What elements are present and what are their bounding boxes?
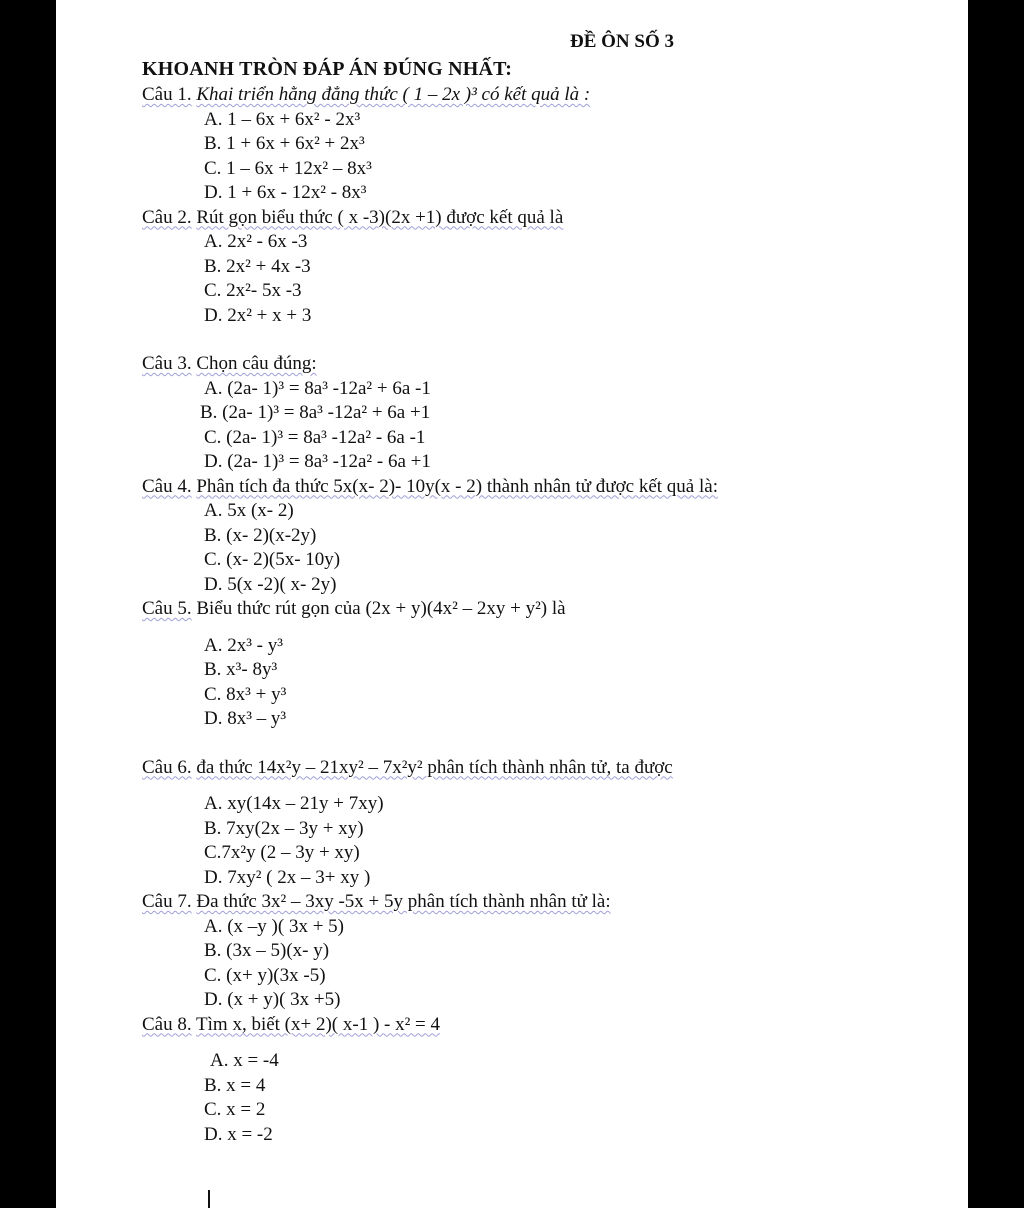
answer-option-c[interactable]: C. 2x²- 5x -3 xyxy=(204,280,302,301)
answer-option-d[interactable]: D. 7xy² ( 2x – 3+ xy ) xyxy=(204,866,371,888)
question-text: Đa thức 3x² – 3xy -5x + 5y phân tích thành nhân tử là: xyxy=(196,891,611,912)
answer-option-d[interactable]: D. (2a- 1)³ = 8a³ -12a² - 6a +1 xyxy=(204,451,431,472)
answer-option-b[interactable]: B. (x- 2)(x-2y) xyxy=(204,524,317,546)
question-text: Rút gọn biểu thức ( x -3)(2x +1) được kết quả là xyxy=(196,206,564,228)
question-label: Câu 1. xyxy=(142,84,192,105)
question-text: Biểu thức rút gọn của (2x + y)(4x² – 2xy + y²) là xyxy=(196,598,566,619)
answer-option-b[interactable]: B. 1 + 6x + 6x² + 2x³ xyxy=(204,133,365,154)
question-text: Khai triển hằng đẳng thức ( 1 – 2x )³ có kết quả là : xyxy=(196,84,591,105)
answer-option-a[interactable]: A. x = -4 xyxy=(210,1050,279,1071)
question-label: Câu 7. xyxy=(142,891,192,912)
answer-option-a[interactable]: A. 2x³ - y³ xyxy=(204,634,283,656)
question-text: đa thức 14x²y – 21xy² – 7x²y² phân tích thành nhân tử, ta được xyxy=(196,756,673,778)
answer-option-a[interactable]: A. (x –y )( 3x + 5) xyxy=(204,915,344,937)
answer-option-c[interactable]: C.7x²y (2 – 3y + xy) xyxy=(204,842,360,863)
question-3 xyxy=(142,352,942,475)
page-title: ĐỀ ÔN SỐ 3 xyxy=(570,31,674,52)
answer-option-a[interactable]: A. xy(14x – 21y + 7xy) xyxy=(204,793,384,814)
answer-option-d[interactable]: D. 8x³ – y³ xyxy=(204,708,287,729)
answer-option-a[interactable]: A. 2x² - 6x -3 xyxy=(204,231,308,252)
answer-option-b[interactable]: B. (3x – 5)(x- y) xyxy=(204,940,330,961)
question-label: Câu 8. xyxy=(142,1013,192,1035)
question-2 xyxy=(142,206,942,329)
answer-option-b[interactable]: B. 2x² + 4x -3 xyxy=(204,255,311,277)
answer-option-b[interactable]: B. (2a- 1)³ = 8a³ -12a² + 6a +1 xyxy=(200,402,431,423)
answer-option-c[interactable]: C. (x- 2)(5x- 10y) xyxy=(204,549,341,570)
question-text: Tìm x, biết (x+ 2)( x-1 ) - x² = 4 xyxy=(196,1013,441,1035)
answer-option-a[interactable]: A. 5x (x- 2) xyxy=(204,500,294,521)
answer-option-c[interactable]: C. (2a- 1)³ = 8a³ -12a² - 6a -1 xyxy=(204,426,426,448)
question-label: Câu 6. xyxy=(142,756,192,778)
answer-option-c[interactable]: C. x = 2 xyxy=(204,1099,266,1120)
answer-option-b[interactable]: B. x = 4 xyxy=(204,1074,266,1096)
question-6 xyxy=(142,756,942,891)
answer-option-d[interactable]: D. 1 + 6x - 12x² - 8x³ xyxy=(204,182,367,203)
question-label: Câu 5. xyxy=(142,598,192,619)
answer-option-d[interactable]: D. 5(x -2)( x- 2y) xyxy=(204,573,337,595)
document-page xyxy=(56,0,968,1208)
question-5 xyxy=(142,597,942,732)
answer-option-b[interactable]: B. 7xy(2x – 3y + xy) xyxy=(204,817,364,839)
answer-option-c[interactable]: C. (x+ y)(3x -5) xyxy=(204,964,326,986)
question-4 xyxy=(142,475,942,598)
question-text: Chọn câu đúng: xyxy=(196,353,317,374)
answer-option-d[interactable]: D. 2x² + x + 3 xyxy=(204,304,312,326)
question-1 xyxy=(142,83,942,206)
answer-option-a[interactable]: A. 1 – 6x + 6x² - 2x³ xyxy=(204,108,361,130)
question-8 xyxy=(142,1013,942,1148)
answer-option-d[interactable]: D. x = -2 xyxy=(204,1123,273,1145)
answer-option-c[interactable]: C. 1 – 6x + 12x² – 8x³ xyxy=(204,157,372,179)
text-cursor xyxy=(208,1190,210,1208)
question-label: Câu 4. xyxy=(142,475,192,497)
answer-option-a[interactable]: A. (2a- 1)³ = 8a³ -12a² + 6a -1 xyxy=(204,377,431,399)
question-7 xyxy=(142,890,942,1013)
document-content xyxy=(142,30,942,1147)
question-label: Câu 2. xyxy=(142,206,192,228)
question-text: Phân tích đa thức 5x(x- 2)- 10y(x - 2) thành nhân tử được kết quả là: xyxy=(196,475,718,497)
instruction-heading: KHOANH TRÒN ĐÁP ÁN ĐÚNG NHẤT: xyxy=(142,58,513,80)
question-label: Câu 3. xyxy=(142,353,192,374)
answer-option-c[interactable]: C. 8x³ + y³ xyxy=(204,683,287,705)
answer-option-d[interactable]: D. (x + y)( 3x +5) xyxy=(204,989,341,1010)
answer-option-b[interactable]: B. x³- 8y³ xyxy=(204,659,278,680)
